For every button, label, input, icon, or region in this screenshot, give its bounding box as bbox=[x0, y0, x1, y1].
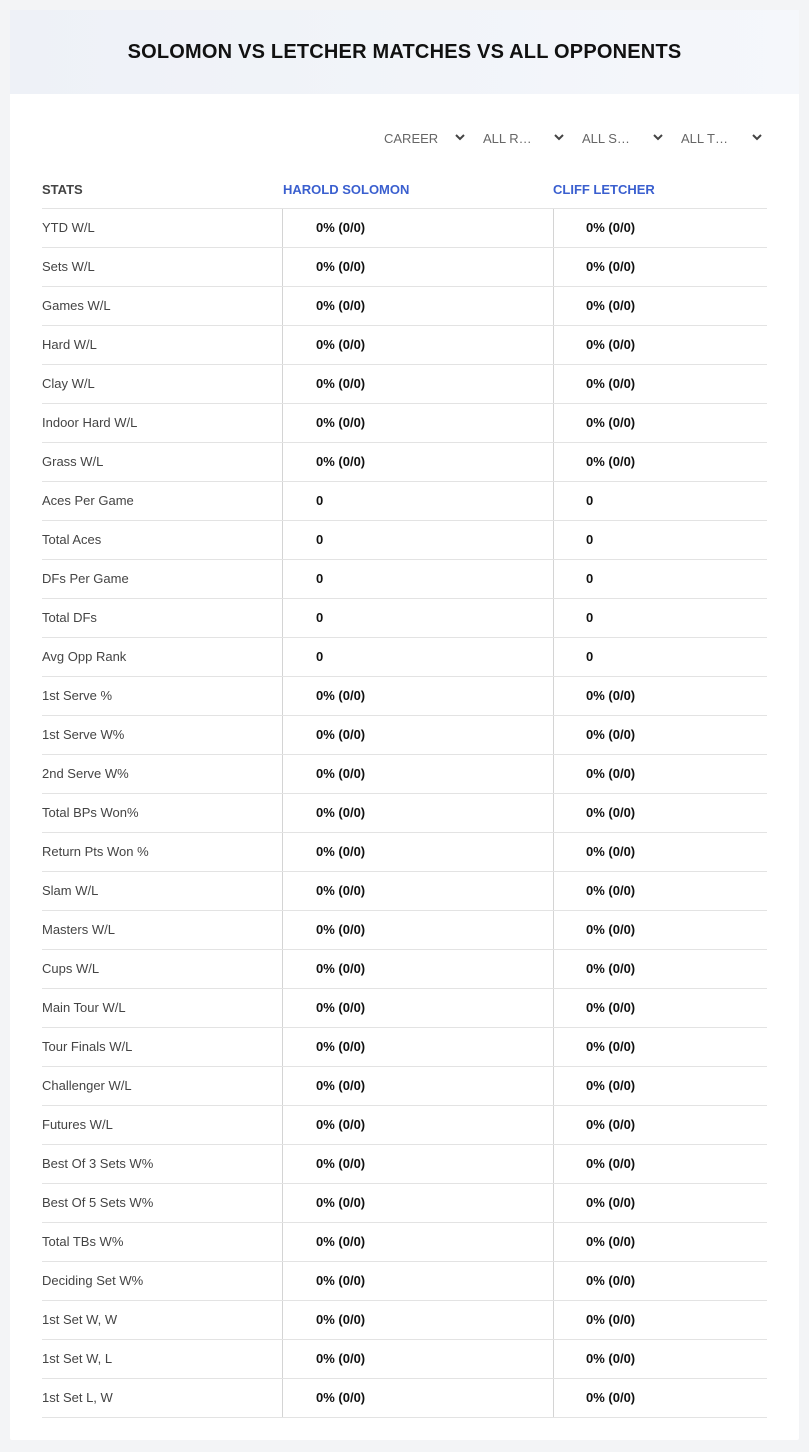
chevron-down-icon bbox=[750, 130, 764, 144]
stat-label: Total DFs bbox=[42, 610, 97, 625]
player2-stat-value: 0% (0/0) bbox=[553, 989, 767, 1027]
stats-column-header: STATS bbox=[42, 182, 83, 197]
table-row bbox=[42, 1106, 767, 1145]
stat-label: Sets W/L bbox=[42, 259, 95, 274]
player1-stat-value: 0 bbox=[282, 521, 552, 559]
stat-label: 1st Serve % bbox=[42, 688, 113, 703]
player2-stat-value: 0% (0/0) bbox=[553, 755, 767, 793]
table-row bbox=[42, 1340, 767, 1379]
player2-stat-value: 0% (0/0) bbox=[553, 950, 767, 988]
player2-stat-value: 0% (0/0) bbox=[553, 1262, 767, 1300]
player1-stat-value: 0% (0/0) bbox=[282, 1262, 552, 1300]
player2-stat-value: 0% (0/0) bbox=[553, 1223, 767, 1261]
player2-stat-value: 0% (0/0) bbox=[553, 326, 767, 364]
player1-stat-value: 0% (0/0) bbox=[282, 716, 552, 754]
stat-label: Cups W/L bbox=[42, 961, 100, 976]
filter-round-label: ALL R… bbox=[483, 130, 532, 146]
table-row bbox=[42, 482, 767, 521]
table-row bbox=[42, 209, 767, 248]
card-header bbox=[10, 10, 799, 94]
player1-stat-value: 0% (0/0) bbox=[282, 911, 552, 949]
table-row bbox=[42, 1184, 767, 1223]
stats-table bbox=[42, 208, 767, 1418]
table-row bbox=[42, 404, 767, 443]
stat-label: 1st Set W, L bbox=[42, 1351, 113, 1366]
table-row bbox=[42, 989, 767, 1028]
table-row bbox=[42, 950, 767, 989]
player2-stat-value: 0% (0/0) bbox=[553, 443, 767, 481]
player2-stat-value: 0% (0/0) bbox=[553, 1301, 767, 1339]
player2-stat-value: 0% (0/0) bbox=[553, 677, 767, 715]
stat-label: Aces Per Game bbox=[42, 493, 134, 508]
filter-round-select[interactable] bbox=[473, 128, 572, 148]
stat-label: Total Aces bbox=[42, 532, 102, 547]
table-row bbox=[42, 1145, 767, 1184]
player1-stat-value: 0% (0/0) bbox=[282, 833, 552, 871]
table-row bbox=[42, 638, 767, 677]
stat-label: DFs Per Game bbox=[42, 571, 129, 586]
player1-link[interactable]: HAROLD SOLOMON bbox=[283, 182, 410, 197]
stat-label: Best Of 3 Sets W% bbox=[42, 1156, 154, 1171]
table-row bbox=[42, 1301, 767, 1340]
stat-label: 1st Serve W% bbox=[42, 727, 125, 742]
stat-label: Masters W/L bbox=[42, 922, 115, 937]
player2-stat-value: 0% (0/0) bbox=[553, 872, 767, 910]
table-row bbox=[42, 1223, 767, 1262]
stat-label: Deciding Set W% bbox=[42, 1273, 144, 1288]
stat-label: Main Tour W/L bbox=[42, 1000, 126, 1015]
player2-stat-value: 0% (0/0) bbox=[553, 1106, 767, 1144]
player1-stat-value: 0% (0/0) bbox=[282, 989, 552, 1027]
filter-tournament-label: ALL T… bbox=[681, 130, 728, 146]
player2-stat-value: 0% (0/0) bbox=[553, 1145, 767, 1183]
table-row bbox=[42, 326, 767, 365]
chevron-down-icon bbox=[552, 130, 566, 144]
player1-stat-value: 0% (0/0) bbox=[282, 677, 552, 715]
table-row bbox=[42, 248, 767, 287]
table-row bbox=[42, 794, 767, 833]
player1-stat-value: 0% (0/0) bbox=[282, 1145, 552, 1183]
player2-stat-value: 0 bbox=[553, 638, 767, 676]
player1-stat-value: 0% (0/0) bbox=[282, 755, 552, 793]
player1-stat-value: 0 bbox=[282, 638, 552, 676]
player1-stat-value: 0 bbox=[282, 482, 552, 520]
player1-stat-value: 0 bbox=[282, 599, 552, 637]
player1-stat-value: 0% (0/0) bbox=[282, 794, 552, 832]
stat-label: Challenger W/L bbox=[42, 1078, 132, 1093]
stat-label: Grass W/L bbox=[42, 454, 104, 469]
table-row bbox=[42, 287, 767, 326]
player1-stat-value: 0% (0/0) bbox=[282, 1184, 552, 1222]
player2-stat-value: 0% (0/0) bbox=[553, 404, 767, 442]
player1-stat-value: 0% (0/0) bbox=[282, 1223, 552, 1261]
player1-stat-value: 0% (0/0) bbox=[282, 443, 552, 481]
page-title: SOLOMON VS LETCHER MATCHES VS ALL OPPONENTS bbox=[127, 40, 682, 63]
filter-tournament-select[interactable] bbox=[671, 128, 770, 148]
stat-label: Clay W/L bbox=[42, 376, 95, 391]
player2-stat-value: 0% (0/0) bbox=[553, 287, 767, 325]
table-row bbox=[42, 521, 767, 560]
table-row bbox=[42, 755, 767, 794]
filter-period-label: CAREER bbox=[384, 130, 439, 146]
player2-stat-value: 0% (0/0) bbox=[553, 911, 767, 949]
stat-label: YTD W/L bbox=[42, 220, 95, 235]
table-row bbox=[42, 365, 767, 404]
table-row bbox=[42, 911, 767, 950]
stat-label: Total TBs W% bbox=[42, 1234, 124, 1249]
filter-surface-label: ALL S… bbox=[582, 130, 630, 146]
player2-stat-value: 0% (0/0) bbox=[553, 1028, 767, 1066]
player1-stat-value: 0% (0/0) bbox=[282, 209, 552, 247]
table-row bbox=[42, 1262, 767, 1301]
player1-stat-value: 0% (0/0) bbox=[282, 1106, 552, 1144]
player2-stat-value: 0 bbox=[553, 560, 767, 598]
stat-label: Return Pts Won % bbox=[42, 844, 149, 859]
stat-label: Best Of 5 Sets W% bbox=[42, 1195, 154, 1210]
table-row bbox=[42, 560, 767, 599]
player2-stat-value: 0 bbox=[553, 482, 767, 520]
player1-stat-value: 0% (0/0) bbox=[282, 950, 552, 988]
player2-stat-value: 0% (0/0) bbox=[553, 365, 767, 403]
table-row bbox=[42, 1067, 767, 1106]
player2-stat-value: 0% (0/0) bbox=[553, 794, 767, 832]
player1-stat-value: 0% (0/0) bbox=[282, 404, 552, 442]
table-row bbox=[42, 677, 767, 716]
table-row bbox=[42, 443, 767, 482]
player2-stat-value: 0% (0/0) bbox=[553, 1340, 767, 1378]
player2-stat-value: 0% (0/0) bbox=[553, 716, 767, 754]
player2-stat-value: 0% (0/0) bbox=[553, 1184, 767, 1222]
stat-label: Tour Finals W/L bbox=[42, 1039, 133, 1054]
table-row bbox=[42, 716, 767, 755]
chevron-down-icon bbox=[453, 130, 467, 144]
filter-bar bbox=[374, 128, 770, 148]
stat-label: Indoor Hard W/L bbox=[42, 415, 138, 430]
player2-stat-value: 0% (0/0) bbox=[553, 209, 767, 247]
player2-stat-value: 0 bbox=[553, 599, 767, 637]
stat-label: Slam W/L bbox=[42, 883, 99, 898]
stat-label: Hard W/L bbox=[42, 337, 97, 352]
player2-stat-value: 0% (0/0) bbox=[553, 1067, 767, 1105]
stats-card bbox=[10, 10, 799, 1440]
player1-stat-value: 0% (0/0) bbox=[282, 1379, 552, 1417]
stat-label: 1st Set W, W bbox=[42, 1312, 118, 1327]
player2-stat-value: 0 bbox=[553, 521, 767, 559]
filter-period-select[interactable] bbox=[374, 128, 473, 148]
player2-stat-value: 0% (0/0) bbox=[553, 248, 767, 286]
player1-stat-value: 0% (0/0) bbox=[282, 326, 552, 364]
player1-stat-value: 0% (0/0) bbox=[282, 287, 552, 325]
stat-label: Total BPs Won% bbox=[42, 805, 139, 820]
table-row bbox=[42, 1028, 767, 1067]
stat-label: 2nd Serve W% bbox=[42, 766, 129, 781]
chevron-down-icon bbox=[651, 130, 665, 144]
filter-surface-select[interactable] bbox=[572, 128, 671, 148]
stat-label: Futures W/L bbox=[42, 1117, 113, 1132]
player1-stat-value: 0% (0/0) bbox=[282, 1028, 552, 1066]
player1-stat-value: 0% (0/0) bbox=[282, 248, 552, 286]
table-row bbox=[42, 599, 767, 638]
player1-stat-value: 0 bbox=[282, 560, 552, 598]
table-header bbox=[42, 172, 767, 208]
stat-label: 1st Set L, W bbox=[42, 1390, 113, 1405]
player2-stat-value: 0% (0/0) bbox=[553, 833, 767, 871]
player2-stat-value: 0% (0/0) bbox=[553, 1379, 767, 1417]
table-row bbox=[42, 1379, 767, 1418]
table-row bbox=[42, 833, 767, 872]
player1-stat-value: 0% (0/0) bbox=[282, 1301, 552, 1339]
table-row bbox=[42, 872, 767, 911]
player1-stat-value: 0% (0/0) bbox=[282, 365, 552, 403]
stat-label: Games W/L bbox=[42, 298, 111, 313]
player1-stat-value: 0% (0/0) bbox=[282, 872, 552, 910]
player1-stat-value: 0% (0/0) bbox=[282, 1340, 552, 1378]
stat-label: Avg Opp Rank bbox=[42, 649, 127, 664]
player1-stat-value: 0% (0/0) bbox=[282, 1067, 552, 1105]
player2-link[interactable]: CLIFF LETCHER bbox=[553, 182, 655, 197]
